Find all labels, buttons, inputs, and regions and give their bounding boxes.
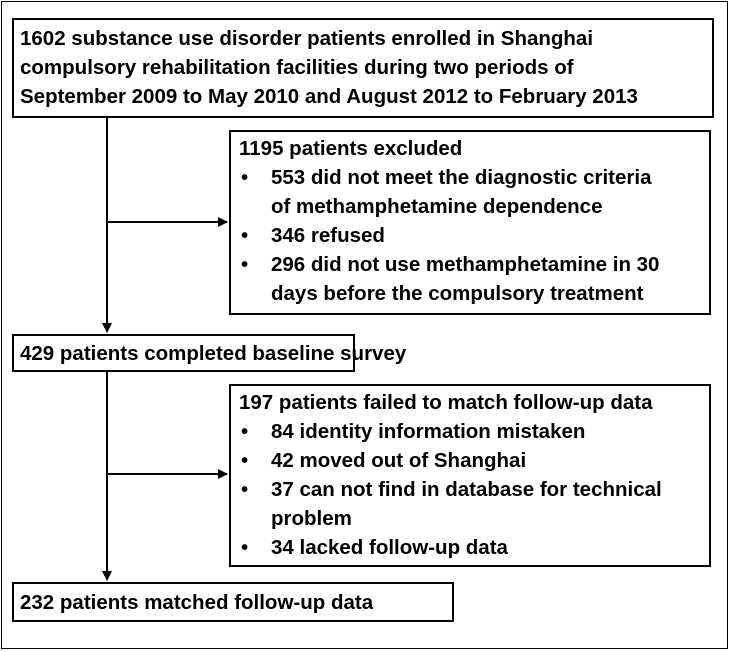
excluded-box-2 bbox=[229, 384, 711, 567]
excluded-1-header: 1195 patients excluded bbox=[239, 137, 463, 160]
item-line: problem bbox=[271, 507, 352, 530]
enrolled-line: 1602 substance use disorder patients enrolled in Shanghai bbox=[20, 27, 594, 50]
item-line: of methamphetamine dependence bbox=[271, 195, 603, 218]
list-item bbox=[239, 446, 701, 475]
baseline-text: 429 patients completed baseline survey bbox=[20, 342, 407, 365]
item-line: 84 identity information mistaken bbox=[271, 420, 586, 443]
enrolled-box bbox=[12, 18, 714, 118]
item-line: 42 moved out of Shanghai bbox=[271, 449, 527, 472]
enrolled-line: September 2009 to May 2010 and August 2012 to February 2013 bbox=[20, 85, 638, 108]
list-item bbox=[239, 475, 701, 533]
excluded-1-list bbox=[239, 163, 701, 308]
item-line: 553 did not meet the diagnostic criteria bbox=[271, 166, 652, 189]
excluded-2-header: 197 patients failed to match follow-up data bbox=[239, 391, 653, 414]
item-line: days before the compulsory treatment bbox=[271, 282, 644, 305]
list-item bbox=[239, 221, 701, 250]
bullet-icon: • bbox=[241, 449, 249, 472]
list-item bbox=[239, 533, 701, 562]
excluded-box-1 bbox=[229, 130, 711, 315]
final-text: 232 patients matched follow-up data bbox=[20, 591, 374, 614]
bullet-icon: • bbox=[241, 420, 249, 443]
bullet-icon: • bbox=[241, 253, 249, 276]
baseline-box bbox=[12, 334, 407, 372]
list-item bbox=[239, 250, 701, 308]
bullet-icon: • bbox=[241, 166, 249, 189]
item-line: 34 lacked follow-up data bbox=[271, 536, 508, 559]
final-box bbox=[12, 582, 454, 622]
list-item bbox=[239, 163, 701, 221]
bullet-icon: • bbox=[241, 224, 249, 247]
list-item bbox=[239, 417, 701, 446]
item-line: 296 did not use methamphetamine in 30 bbox=[271, 253, 660, 276]
bullet-icon: • bbox=[241, 478, 249, 501]
item-line: 346 refused bbox=[271, 224, 385, 247]
item-line: 37 can not find in database for technical bbox=[271, 478, 662, 501]
enrolled-line: compulsory rehabilitation facilities during two periods of bbox=[20, 56, 574, 79]
bullet-icon: • bbox=[241, 536, 249, 559]
excluded-2-list bbox=[239, 417, 701, 562]
